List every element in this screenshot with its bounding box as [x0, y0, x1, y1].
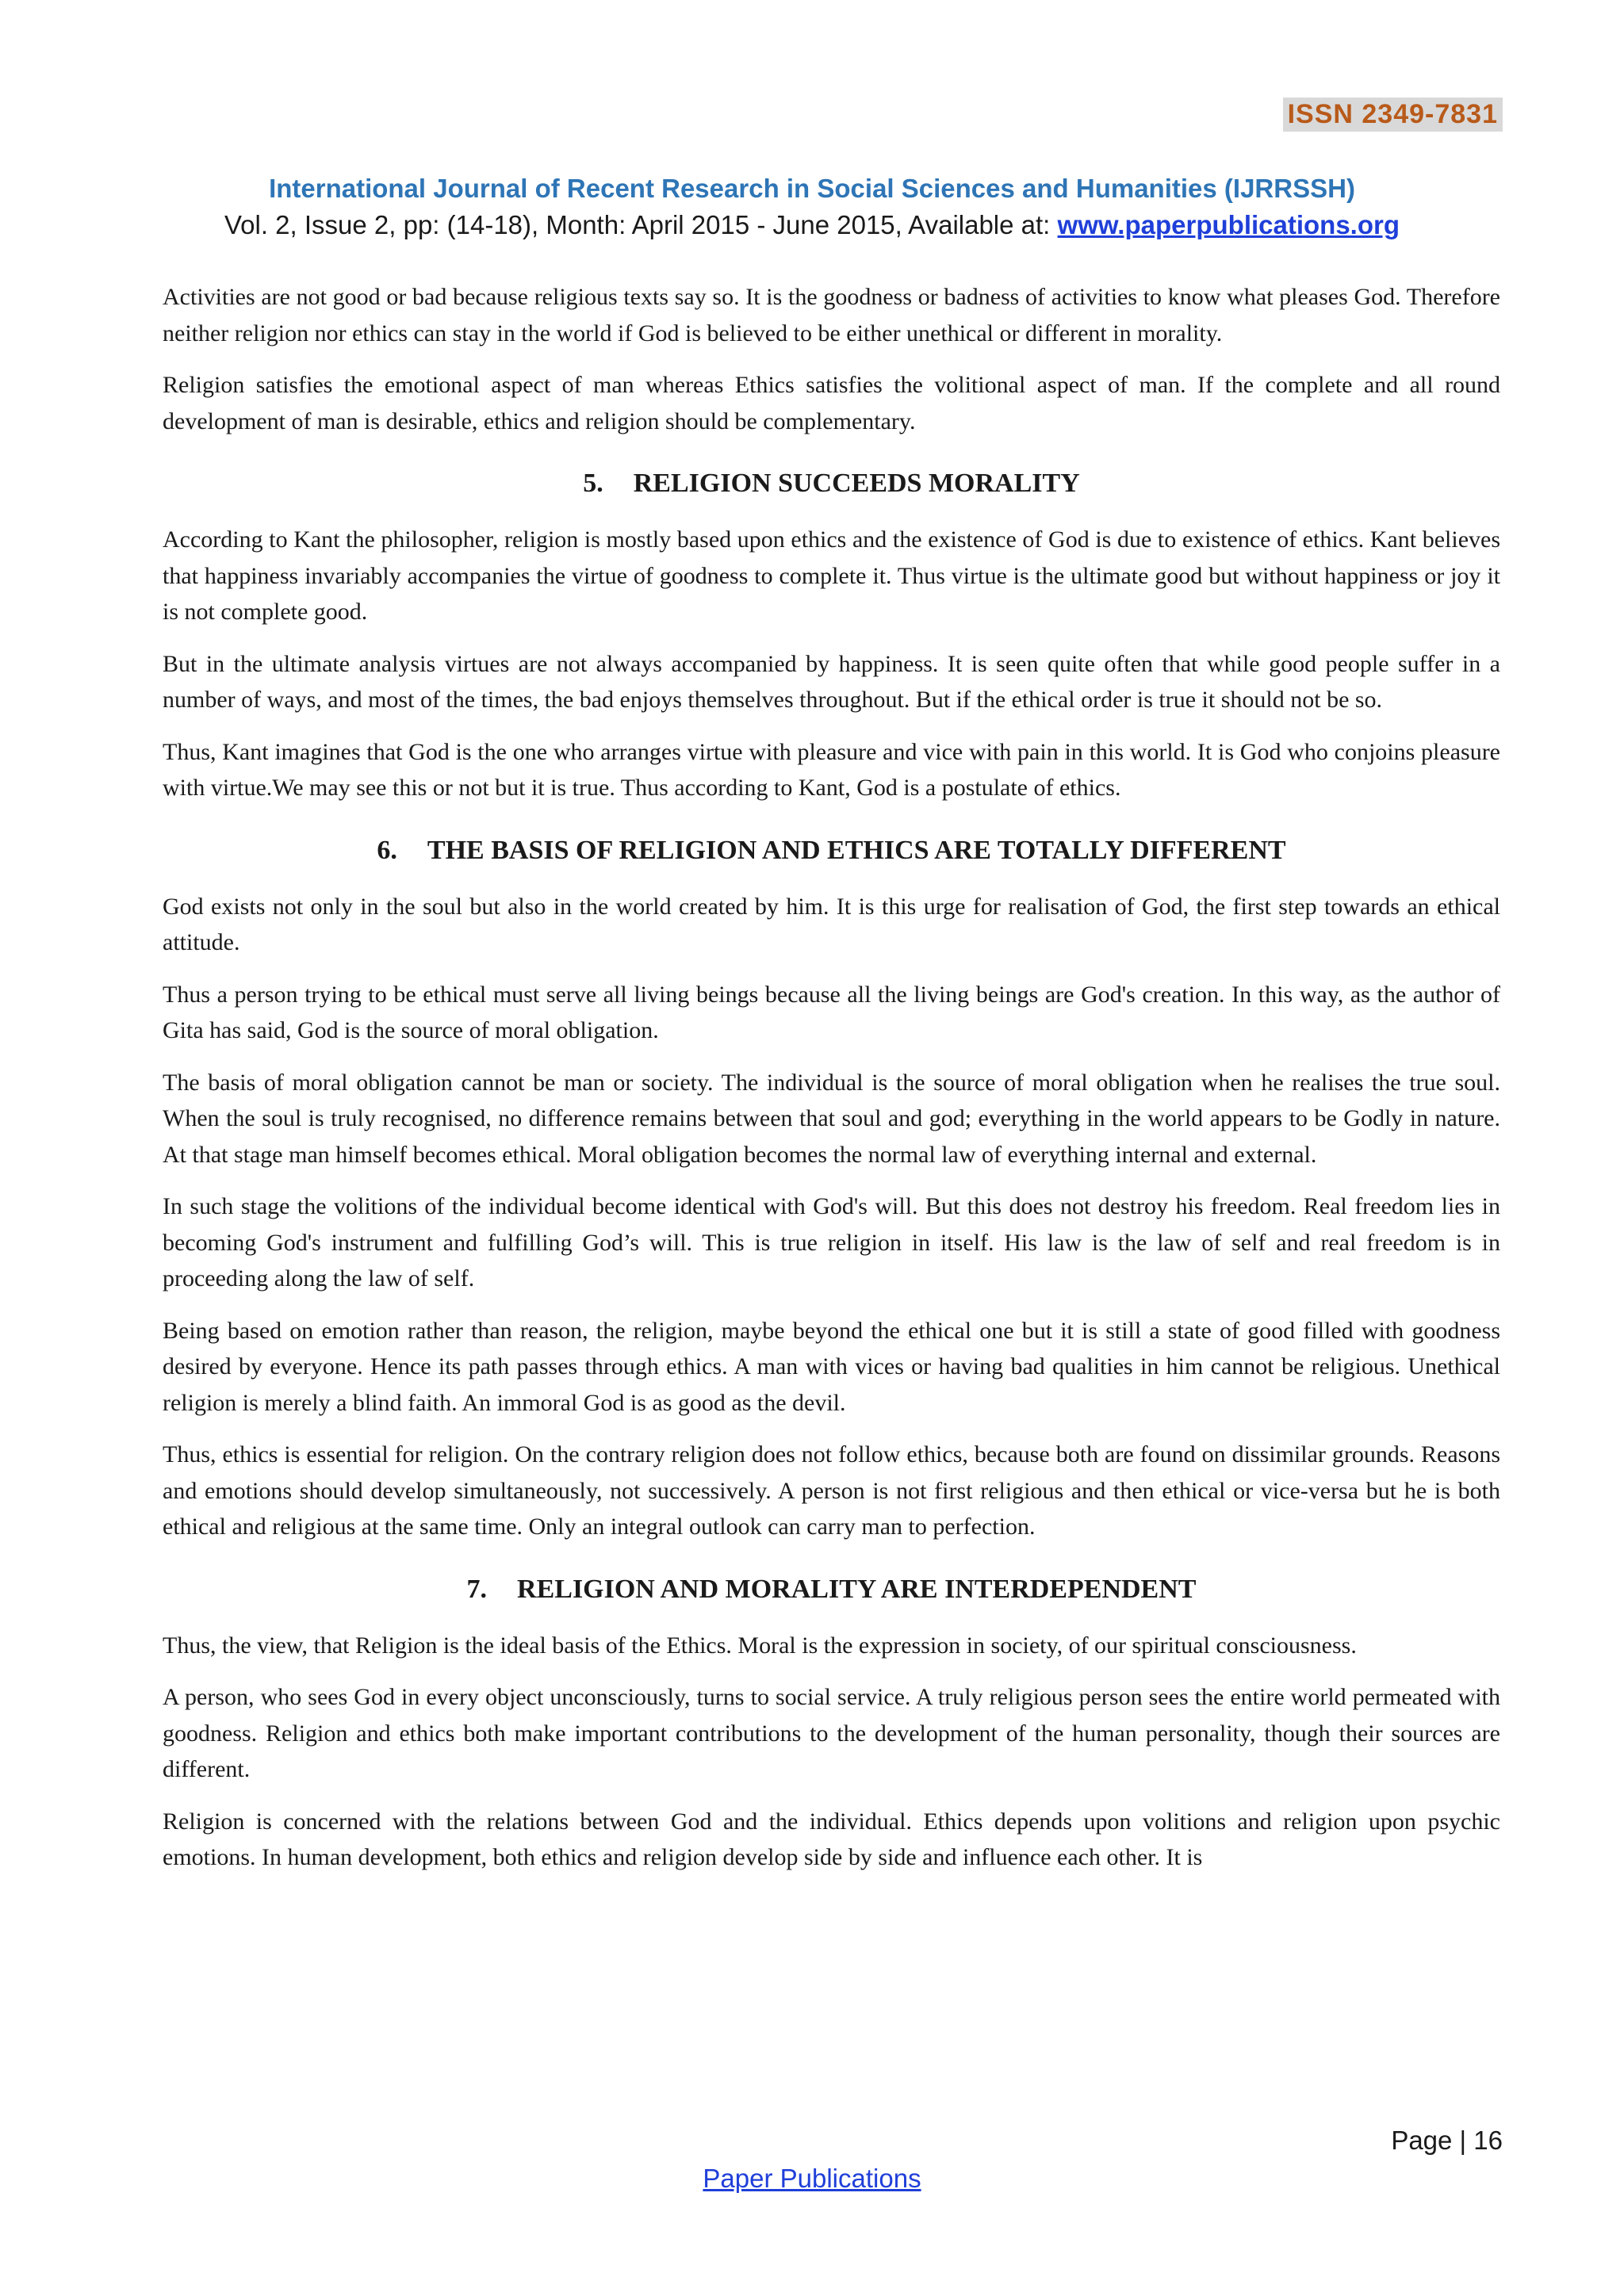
paragraph: Activities are not good or bad because religious texts say so. It is the goodness or badness of activities to know what pleases God. Therefore neither religion nor ethics can stay in the world if God is believed to be either unethical or different in morality. [163, 284, 1500, 346]
journal-title: International Journal of Recent Research in Social Sciences and Humanities (IJRRSSH) [269, 174, 1355, 203]
journal-info-text: Vol. 2, Issue 2, pp: (14-18), Month: April 2015 - June 2015, Available at: [224, 210, 1058, 239]
section-title: RELIGION SUCCEEDS MORALITY [633, 469, 1080, 498]
paragraph: A person, who sees God in every object unconsciously, turns to social service. A truly religious person sees the entire world permeated with goodness. Religion and ethics both make important contributions to the development of the human personality, though their sources are different. [163, 1684, 1500, 1782]
paragraph: Religion satisfies the emotional aspect of man whereas Ethics satisfies the volitional aspect of man. If the complete and all round development of man is desirable, ethics and religion should be complementary. [163, 372, 1500, 434]
paragraph: Religion is concerned with the relations between God and the individual. Ethics depends upon volitions and religion upon psychic emotions. In human development, both ethics and religion develop side by side and influence each other. It is [163, 1808, 1500, 1870]
journal-url-link[interactable]: www.paperpublications.org [1057, 210, 1400, 239]
paragraph: Thus, ethics is essential for religion. On the contrary religion does not follow ethics, because both are found on dissimilar grounds. Reasons and emotions should develop simultaneously, not successively. A person is not first religious and then ethical or vice-versa but he is both ethical and religious at the same time. Only an integral outlook can carry man to perfection. [163, 1441, 1500, 1540]
section-heading-6 [163, 833, 1500, 868]
paragraph: Thus a person trying to be ethical must serve all living beings because all the living beings are God's creation. In this way, as the author of Gita has said, God is the source of moral obligation. [163, 981, 1500, 1043]
issn-badge: ISSN 2349-7831 [1283, 98, 1503, 132]
section-title: RELIGION AND MORALITY ARE INTERDEPENDENT [517, 1574, 1197, 1604]
section-heading-7 [163, 1572, 1500, 1607]
paragraph: But in the ultimate analysis virtues are not always accompanied by happiness. It is seen quite often that while good people suffer in a number of ways, and most of the times, the bad enjoys themselves throughout. But if the ethical order is true it should not be so. [163, 650, 1500, 713]
paragraph: According to Kant the philosopher, religion is mostly based upon ethics and the existence of God is due to existence of ethics. Kant believes that happiness invariably accompanies the virtue of goodness to complete it. Thus virtue is the ultimate good but without happiness or joy it is not complete good. [163, 526, 1500, 625]
article-body [163, 279, 1500, 1892]
paragraph: In such stage the volitions of the individual become identical with God's will. But this does not destroy his freedom. Real freedom lies in becoming God's instrument and fulfilling God’s will. This is true religion in itself. His law is the law of self and real freedom is in proceeding along the law of self. [163, 1193, 1500, 1292]
section-title: THE BASIS OF RELIGION AND ETHICS ARE TOTALLY DIFFERENT [427, 835, 1286, 865]
section-number: 7. [466, 1574, 488, 1604]
paragraph: Being based on emotion rather than reason, the religion, maybe beyond the ethical one but it is still a state of good filled with goodness desired by everyone. Hence its path passes through ethics. A man with vices or having bad qualities in him cannot be religious. Unethical religion is merely a blind faith. An immoral God is as good as the devil. [163, 1317, 1500, 1416]
paragraph: God exists not only in the soul but also in the world created by him. It is this urge for realisation of God, the first step towards an ethical attitude. [163, 893, 1500, 955]
publisher-link[interactable]: Paper Publications [703, 2164, 921, 2193]
paragraph: The basis of moral obligation cannot be man or society. The individual is the source of moral obligation when he realises the true soul. When the soul is truly recognised, no difference remains between that soul and god; everything in the world appears to be Godly in nature. At that stage man himself becomes ethical. Moral obligation becomes the normal law of everything internal and external. [163, 1069, 1500, 1168]
footer [0, 2164, 1624, 2194]
journal-info [0, 210, 1624, 240]
page-number: Page | 16 [1391, 2126, 1503, 2155]
section-number: 5. [583, 469, 603, 498]
section-number: 6. [377, 835, 397, 865]
paragraph: Thus, the view, that Religion is the ideal basis of the Ethics. Moral is the expression in society, of our spiritual consciousness. [163, 1632, 1357, 1659]
section-heading-5 [163, 466, 1500, 501]
paragraph: Thus, Kant imagines that God is the one who arranges virtue with pleasure and vice with pain in this world. It is God who conjoins pleasure with virtue.We may see this or not but it is true. Thus according to Kant, God is a postulate of ethics. [163, 738, 1500, 801]
